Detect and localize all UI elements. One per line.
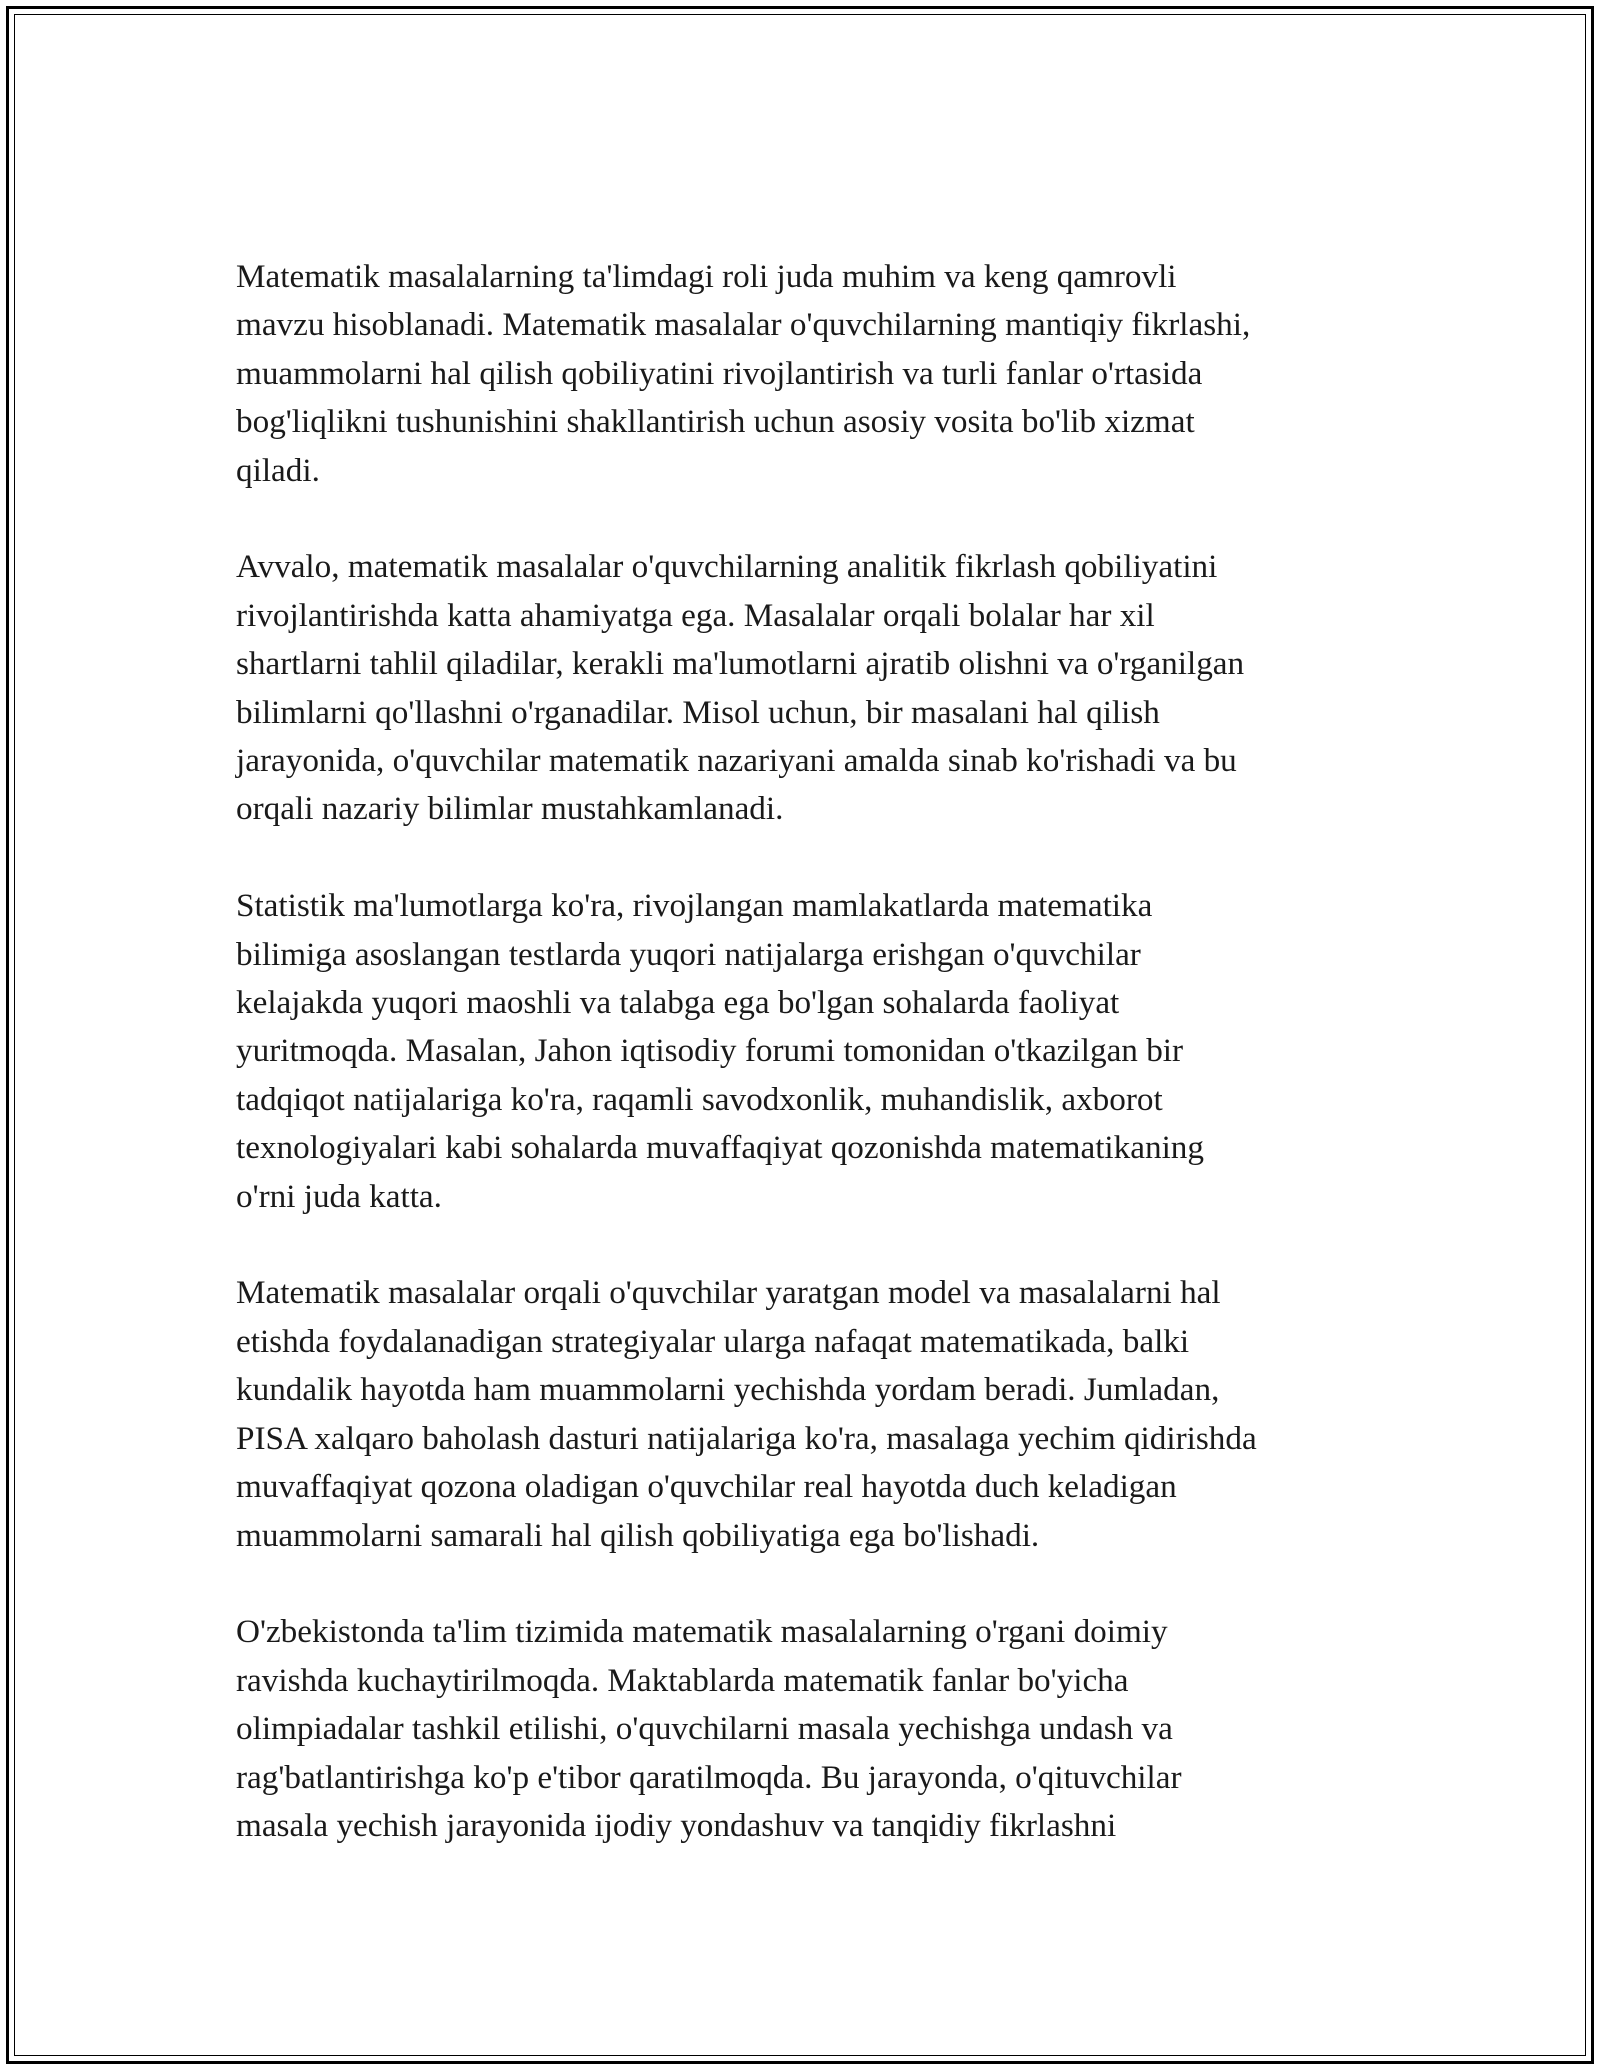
paragraph-intro: Matematik masalalarning ta'limdagi roli juda muhim va keng qamrovli mavzu hisoblanadi. Matematik masalalar o'quvchilarning mantiqiy fikrlashi, muammolarni hal qilish qobiliyatini rivojlantirish va turli fanlar o'rtasida bog'liqlikni tushunishini shakllantirish uchun asosiy vosita bo'lib xizmat qiladi. xyxy=(236,258,1251,489)
paragraph-uzbekistan: O'zbekistonda ta'lim tizimida matematik masalalarning o'rgani doimiy ravishda kuchaytirilmoqda. Maktablarda matematik fanlar bo'yicha olimpiadalar tashkil etilishi, o'quvchilarni masala yechishga undash va rag'batlantirishga ko'p e'tibor qaratilmoqda. Bu jarayonda, o'qituvchilar masala yechish jarayonida ijodiy yondashuv va tanqidiy fikrlashni xyxy=(236,1613,1182,1844)
paragraph-analytic-thinking: Avvalo, matematik masalalar o'quvchilarning analitik fikrlash qobiliyatini rivojlantirishda katta ahamiyatga ega. Masalalar orqali bolalar har xil shartlarni tahlil qiladilar, kerakli ma'lumotlarni ajratib olishni va o'rganilgan bilimlarni qo'llashni o'rganadilar. Misol uchun, bir masalani hal qilish jarayonida, o'quvchilar matematik nazariyani amalda sinab ko'rishadi va bu orqali nazariy bilimlar mustahkamlanadi. xyxy=(236,548,1245,828)
paragraph-statistics: Statistik ma'lumotlarga ko'ra, rivojlangan mamlakatlarda matematika bilimiga asoslangan testlarda yuqori natijalarga erishgan o'quvchilar kelajakda yuqori maoshli va talabga ega bo'lgan sohalarda faoliyat yuritmoqda. Masalan, Jahon iqtisodiy forumi tomonidan o'tkazilgan bir tadqiqot natijalariga ko'ra, raqamli savodxonlik, muhandislik, axborot texnologiyalari kabi sohalarda muvaffaqiyat qozonishda matematikaning o'rni juda katta. xyxy=(236,887,1204,1215)
document-body xyxy=(236,253,1381,1899)
paragraph-pisa: Matematik masalalar orqali o'quvchilar yaratgan model va masalalarni hal etishda foydalanadigan strategiyalar ularga nafaqat matematikada, balki kundalik hayotda ham muammolarni yechishda yordam beradi. Jumladan, PISA xalqaro baholash dasturi natijalariga ko'ra, masalaga yechim qidirishda muvaffaqiyat qozona oladigan o'quvchilar real hayotda duch keladigan muammolarni samarali hal qilish qobiliyatiga ega bo'lishadi. xyxy=(236,1274,1257,1554)
